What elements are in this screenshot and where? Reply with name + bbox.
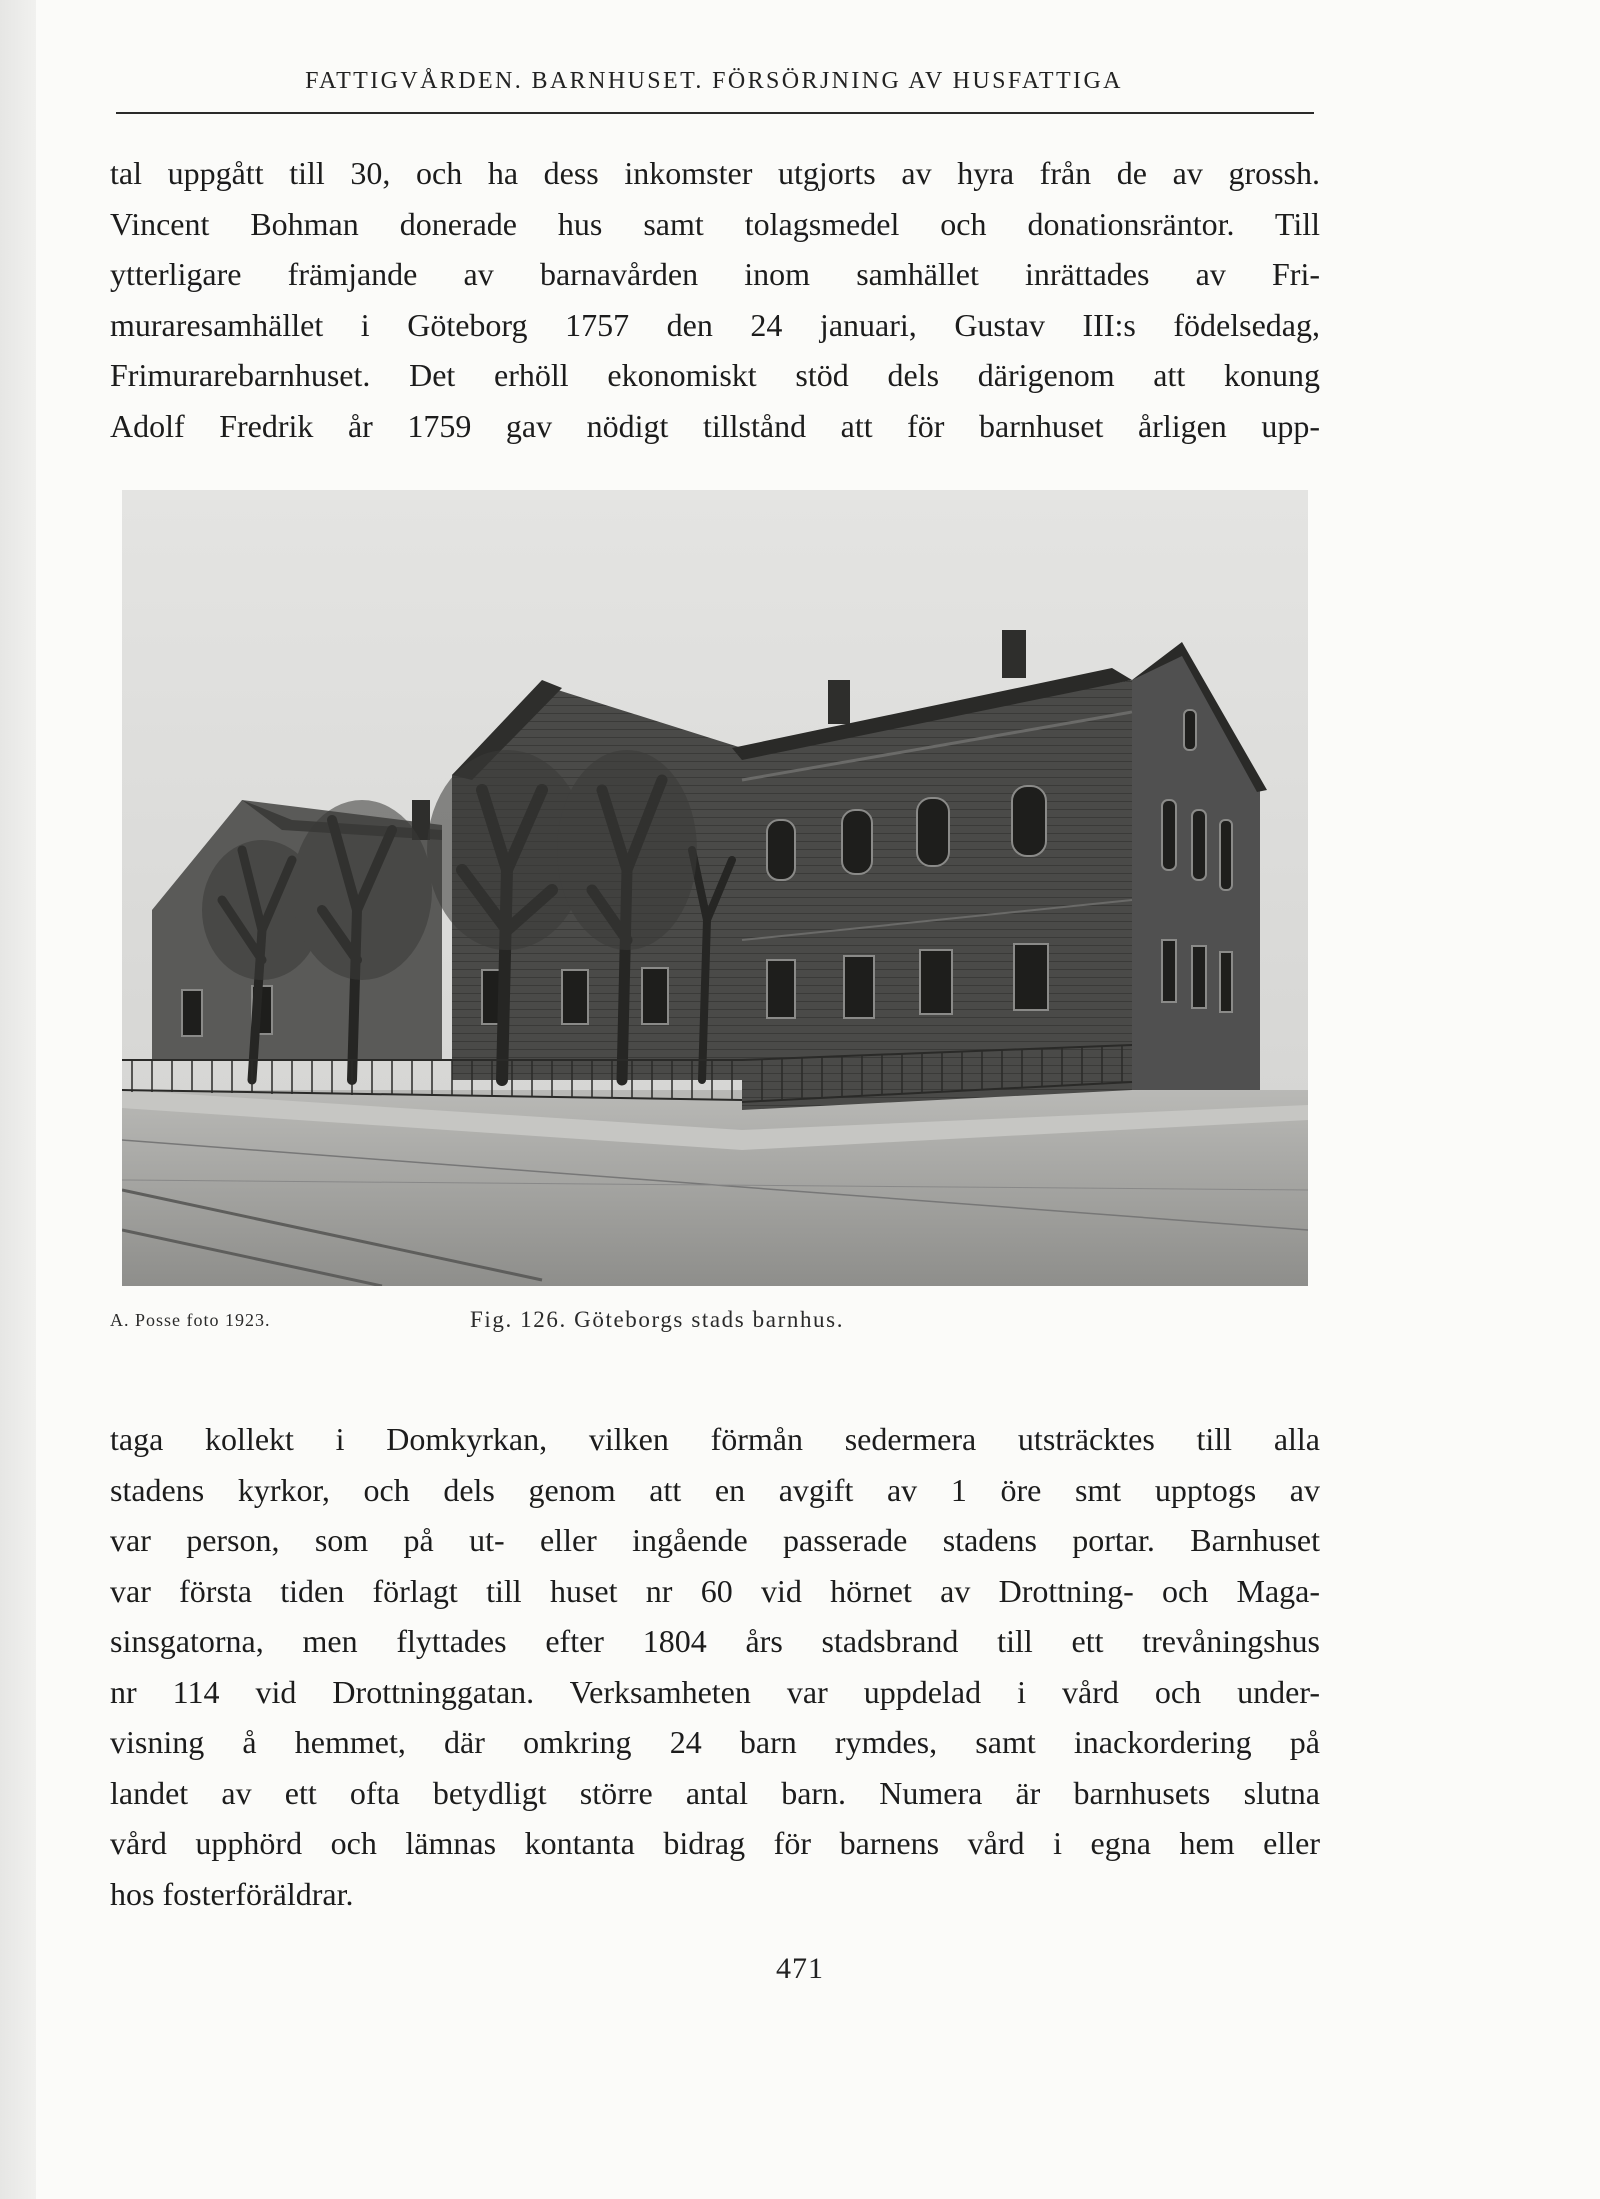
running-head: FATTIGVÅRDEN. BARNHUSET. FÖRSÖRJNING AV HUSFATTIGA	[305, 68, 1123, 94]
text-line: Adolf Fredrik år 1759 gav nödigt tillstånd att för barnhuset årligen upp-	[110, 407, 1320, 444]
text-line: tal uppgått till 30, och ha dess inkomster utgjorts av hyra från de av grossh.	[110, 155, 1320, 191]
text-line: hos fosterföräldrar.	[110, 1875, 354, 1912]
text-line: Vincent Bohman donerade hus samt tolagsmedel och donationsräntor. Till	[110, 205, 1320, 242]
text-line: var första tiden förlagt till huset nr 60 vid hörnet av Drottning- och Maga-	[110, 1572, 1320, 1609]
text-line: taga kollekt i Domkyrkan, vilken förmån sedermera utsträcktes till alla	[110, 1421, 1320, 1457]
text-line: nr 114 vid Drottninggatan. Verksamheten var uppdelad i vård och under-	[110, 1673, 1320, 1710]
text-line: landet av ett ofta betydligt större antal barn. Numera är barnhusets slutna	[110, 1774, 1320, 1811]
text-line: ytterligare främjande av barnavården inom samhället inrättades av Fri-	[110, 256, 1320, 292]
text-line: muraresamhället i Göteborg 1757 den 24 januari, Gustav III:s födelsedag,	[110, 306, 1320, 343]
header-rule	[116, 112, 1314, 114]
figure-caption: Fig. 126. Göteborgs stads barnhus.	[470, 1307, 845, 1332]
text-line: sinsgatorna, men flyttades efter 1804 års stadsbrand till ett trevåningshus	[110, 1623, 1320, 1659]
building-photograph	[122, 490, 1308, 1286]
text-line: stadens kyrkor, och dels genom att en avgift av 1 öre smt upptogs av	[110, 1471, 1320, 1508]
photo-credit: A. Posse foto 1923.	[110, 1310, 271, 1330]
text-line: visning å hemmet, där omkring 24 barn rymdes, samt inackordering på	[110, 1724, 1320, 1760]
text-line: vård upphörd och lämnas kontanta bidrag för barnens vård i egna hem eller	[110, 1825, 1320, 1861]
paragraph-top	[110, 148, 1320, 451]
text-line: Frimurarebarnhuset. Det erhöll ekonomiskt stöd dels därigenom att konung	[110, 357, 1320, 393]
page-gutter	[0, 0, 36, 2199]
text-line: var person, som på ut- eller ingående passerade stadens portar. Barnhuset	[110, 1522, 1320, 1558]
page-number: 471	[776, 1952, 824, 1985]
paragraph-bottom	[110, 1414, 1320, 1919]
